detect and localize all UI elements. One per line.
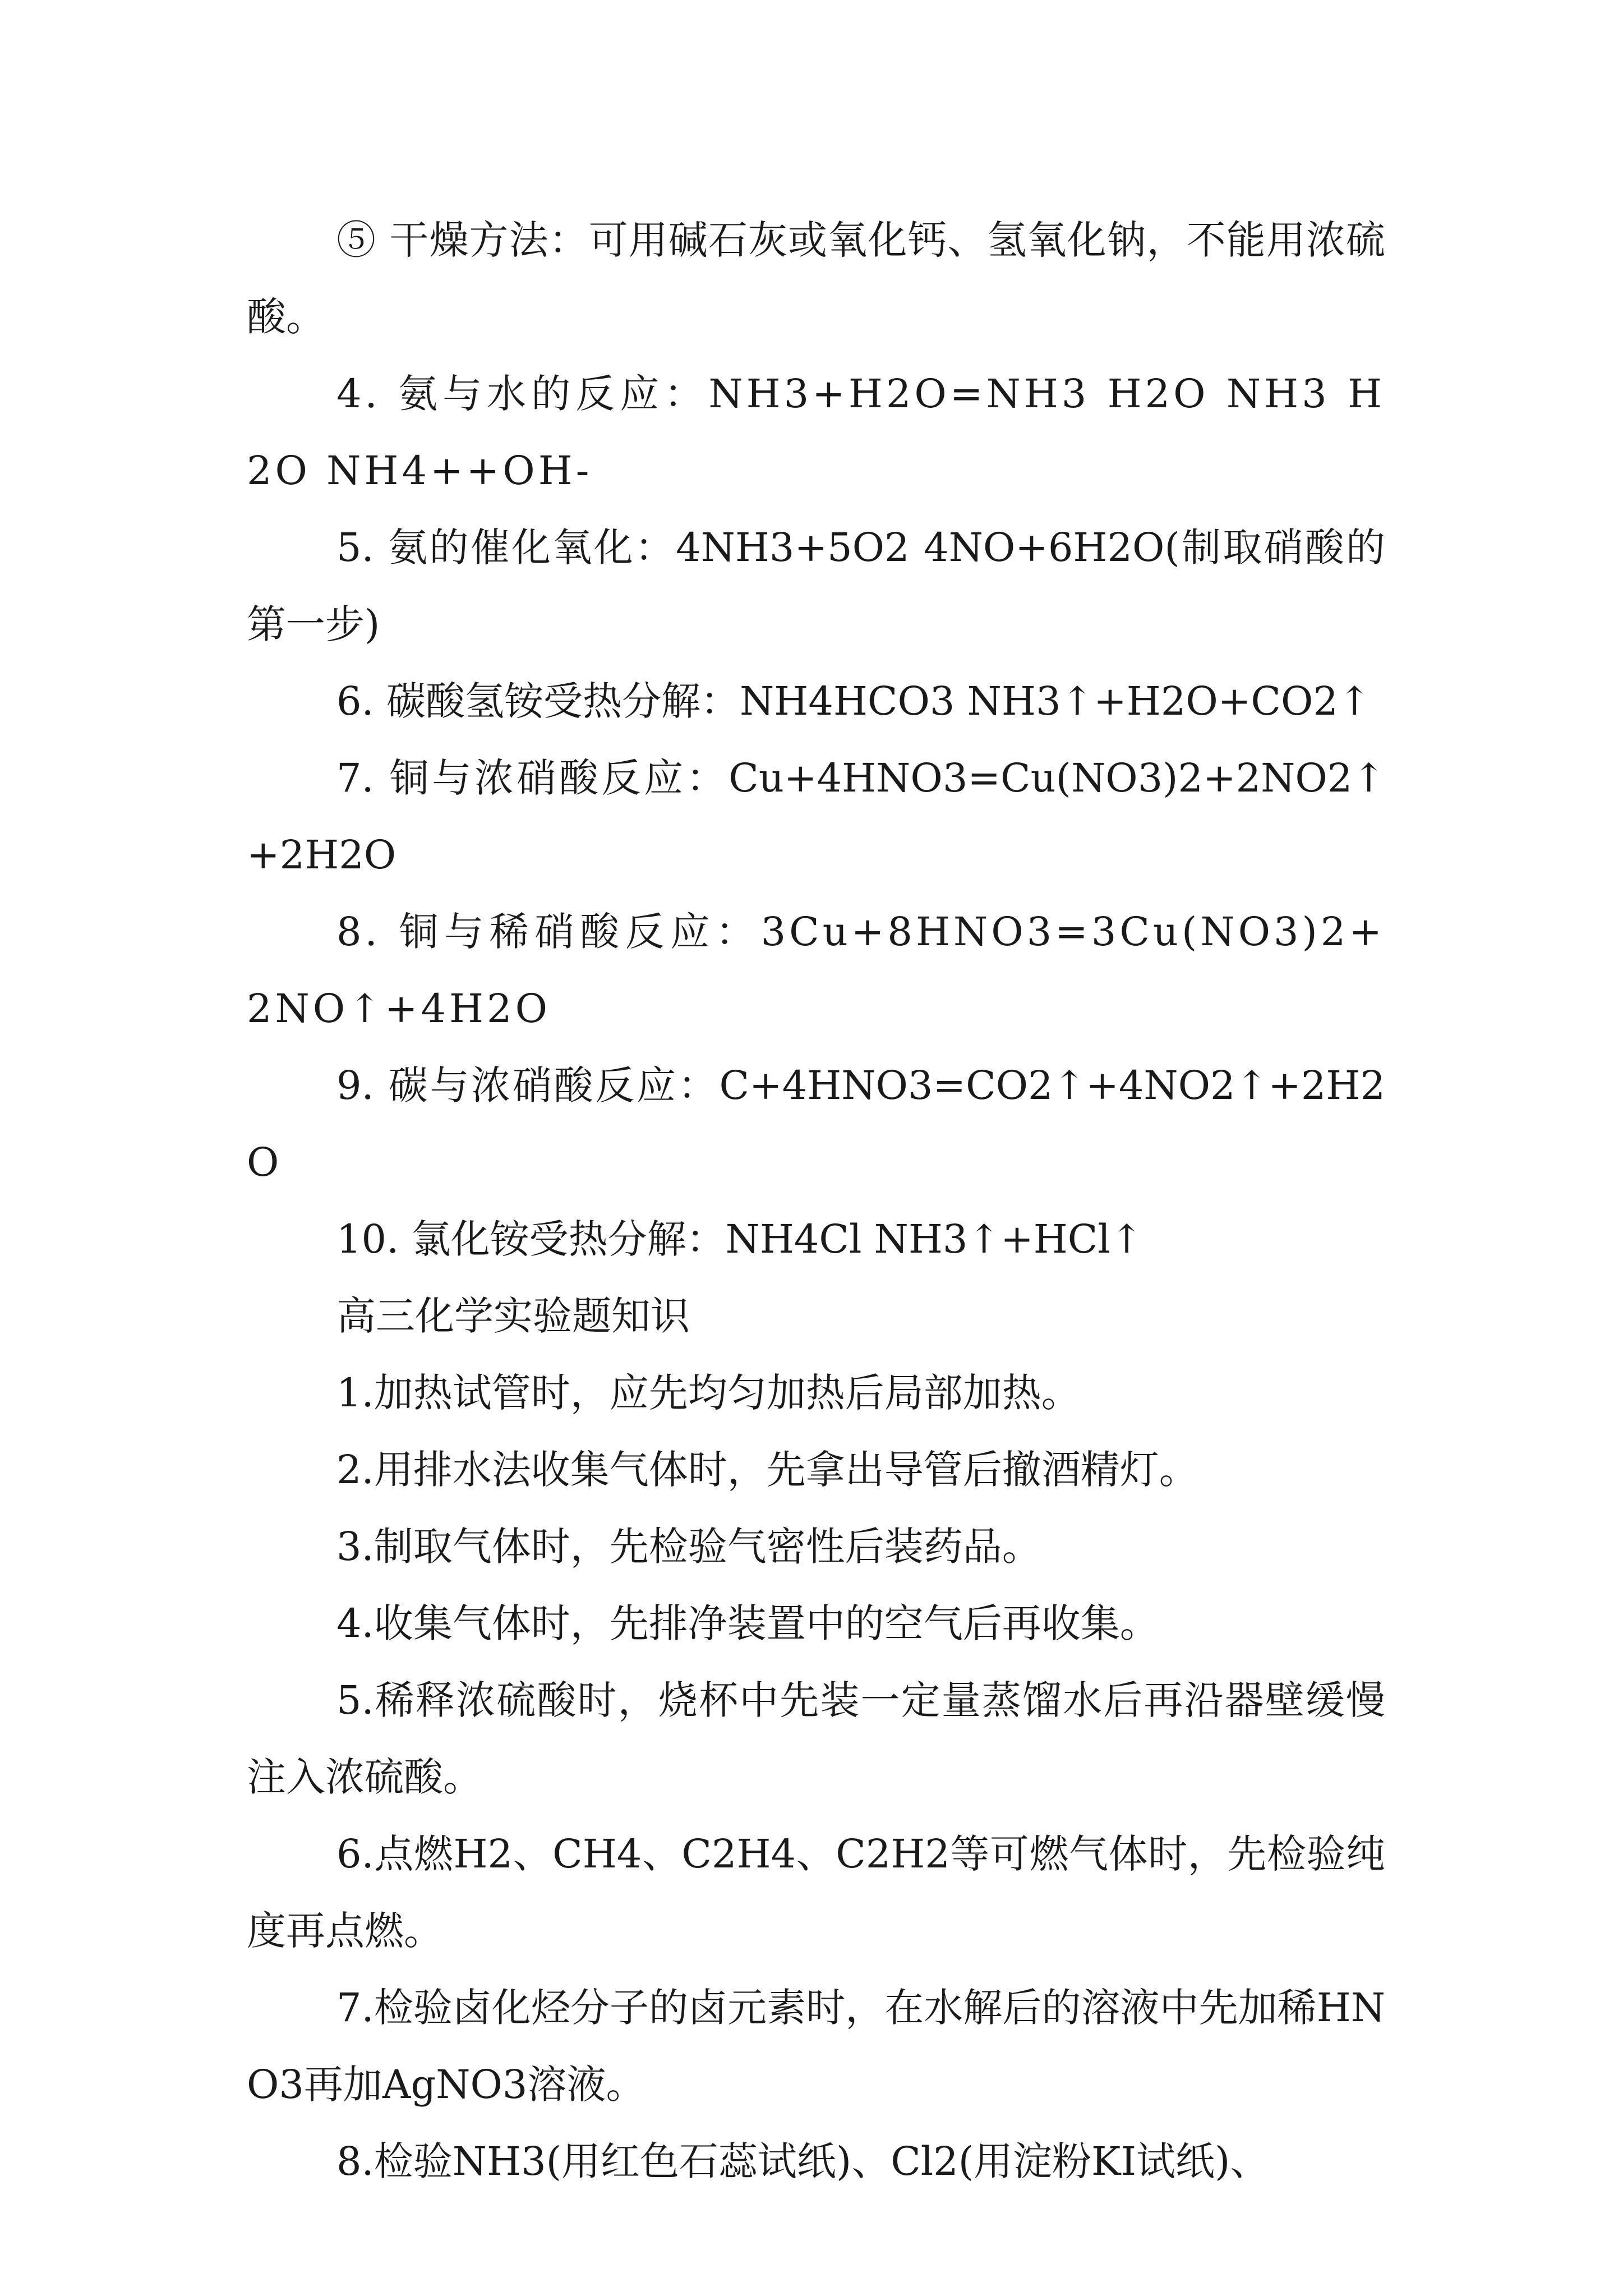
paragraph-tip-5: 5.稀释浓硫酸时，烧杯中先装一定量蒸馏水后再沿器壁缓慢注入浓硫酸。	[247, 1677, 1385, 1800]
section-heading: 高三化学实验题知识	[336, 1293, 690, 1339]
paragraph-copper-concentrated-nitric-acid: 7. 铜与浓硝酸反应：Cu+4HNO3=Cu(NO3)2+2NO2↑+2H2O	[247, 755, 1385, 878]
paragraph-tip-2: 2.用排水法收集气体时，先拿出导管后撤酒精灯。	[336, 1447, 1198, 1493]
paragraph-tip-3: 3.制取气体时，先检验气密性后装药品。	[336, 1524, 1041, 1570]
paragraph-ammonium-bicarbonate-decomposition: 6. 碳酸氢铵受热分解：NH4HCO3 NH3↑+H2O+CO2↑	[336, 678, 1371, 724]
document-body	[247, 202, 1385, 2200]
paragraph-tip-8: 8.检验NH3(用红色石蕊试纸)、Cl2(用淀粉KI试纸)、	[336, 2138, 1270, 2184]
paragraph-ammonia-catalytic-oxidation: 5. 氨的催化氧化：4NH3+5O2 4NO+6H2O(制取硝酸的第一步)	[247, 524, 1385, 647]
paragraph-ammonium-chloride-decomposition: 10. 氯化铵受热分解：NH4Cl NH3↑+HCl↑	[336, 1216, 1144, 1262]
paragraph-tip-6: 6.点燃H2、CH4、C2H4、C2H2等可燃气体时，先检验纯度再点燃。	[247, 1831, 1385, 1954]
paragraph-tip-4: 4.收集气体时，先排净装置中的空气后再收集。	[336, 1600, 1159, 1646]
paragraph-tip-7: 7.检验卤化烃分子的卤元素时，在水解后的溶液中先加稀HNO3再加AgNO3溶液。	[247, 1985, 1385, 2108]
paragraph-copper-dilute-nitric-acid: 8. 铜与稀硝酸反应：3Cu+8HNO3=3Cu(NO3)2+2NO↑+4H2O	[247, 909, 1385, 1032]
paragraph-drying-method: ⑤ 干燥方法：可用碱石灰或氧化钙、氢氧化钠，不能用浓硫酸。	[247, 217, 1385, 340]
paragraph-carbon-concentrated-nitric-acid: 9. 碳与浓硝酸反应：C+4HNO3=CO2↑+4NO2↑+2H2O	[247, 1062, 1385, 1185]
paragraph-tip-1: 1.加热试管时，应先均匀加热后局部加热。	[336, 1370, 1081, 1416]
paragraph-ammonia-water-reaction: 4. 氨与水的反应：NH3+H2O=NH3 H2O NH3 H2O NH4++OH-	[247, 371, 1385, 494]
